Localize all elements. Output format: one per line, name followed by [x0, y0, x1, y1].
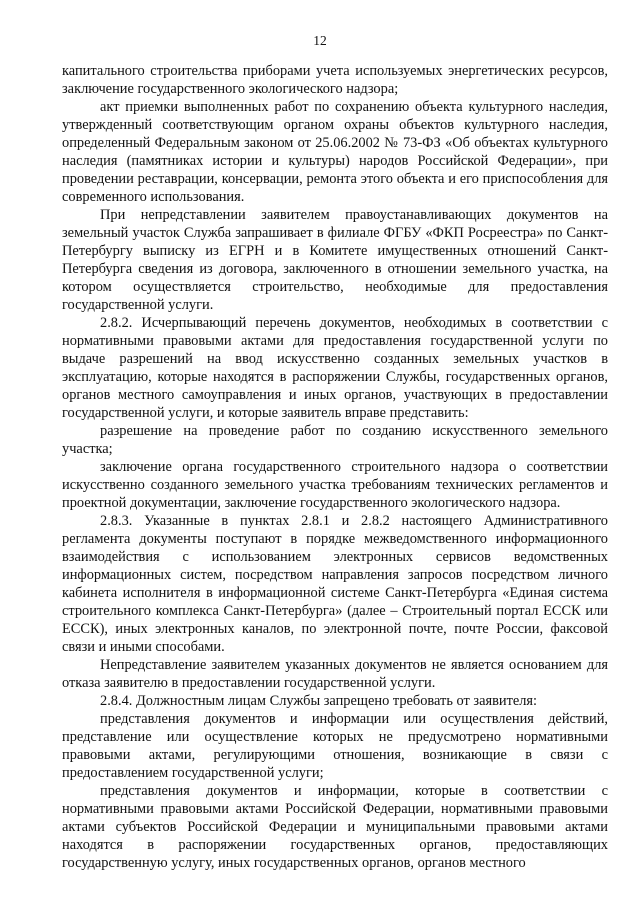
paragraph-heritage-act: акт приемки выполненных работ по сохранению объекта культурного наследия, утвержденный соответствующим органом охраны объектов культурного наследия, определенный Федеральным законом от 25.06.2002 № 73-ФЗ «Об объектах культурного наследия (памятниках истории и культуры) народов Российской Федерации», при проведении реставрации, консервации, ремонта этого объекта и его приспособления для современного использования.	[62, 99, 608, 205]
paragraph-prohibition-actions: представления документов и информации или осуществления действий, представление или осуществление которых не предусмотрено нормативными правовыми актами, регулирующими отношения, возникающие в связи с предоставлением государственной услуги;	[62, 711, 608, 781]
paragraph-supervision-conclusion: заключение органа государственного строительного надзора о соответствии искусственно созданного земельного участка требованиям технических регламентов и проектной документации, заключение государственного экологического надзора.	[62, 459, 608, 511]
paragraph-continuation: капитального строительства приборами учета используемых энергетических ресурсов, заключение государственного экологического надзора;	[62, 63, 608, 97]
paragraph-prohibition-documents: представления документов и информации, которые в соответствии с нормативными правовыми актами Российской Федерации, нормативными правовыми актами субъектов Российской Федерации и муниципальными правовыми актами находятся в распоряжении государственных органов, предоставляющих государственную услугу, иных государственных органов, органов местного	[62, 783, 608, 871]
paragraph-2-8-4: 2.8.4. Должностным лицам Службы запрещено требовать от заявителя:	[100, 693, 538, 709]
paragraph-non-submission: Непредставление заявителем указанных документов не является основанием для отказа заявителю в предоставлении государственной услуги.	[62, 657, 608, 691]
paragraph-2-8-2: 2.8.2. Исчерпывающий перечень документов, необходимых в соответствии с нормативными правовыми актами для предоставления государственной услуги по выдаче разрешений на ввод искусственно созданных земельных участков в эксплуатацию, которые находятся в распоряжении Службы, государственных органов, органов местного самоуправления и иных органов, участвующих в предоставлении государственной услуги, и которые заявитель вправе представить:	[62, 315, 608, 421]
document-body	[62, 62, 608, 872]
paragraph-work-permit: разрешение на проведение работ по созданию искусственного земельного участка;	[62, 423, 608, 457]
page-number: 12	[313, 33, 327, 48]
paragraph-land-rights-request: При непредставлении заявителем правоустанавливающих документов на земельный участок Служба запрашивает в филиале ФГБУ «ФКП Росреестра» по Санкт-Петербургу выписку из ЕГРН и в Комитете имущественных отношений Санкт-Петербурга сведения из договора, заключенного в отношении земельного участка, на котором осуществляется строительство, необходимые для предоставления государственной услуги.	[62, 207, 608, 313]
paragraph-2-8-3: 2.8.3. Указанные в пунктах 2.8.1 и 2.8.2 настоящего Административного регламента документы поступают в порядке межведомственного информационного взаимодействия с использованием электронных сервисов ведомственных информационных систем, посредством направления запросов посредством личного кабинета исполнителя в информационной системе Санкт-Петербурга «Единая система строительного комплекса Санкт-Петербурга» (далее – Строительный портал ЕССК или ЕССК), иных электронных каналов, по электронной почте, почте России, факсовой связи и иными способами.	[62, 513, 608, 655]
